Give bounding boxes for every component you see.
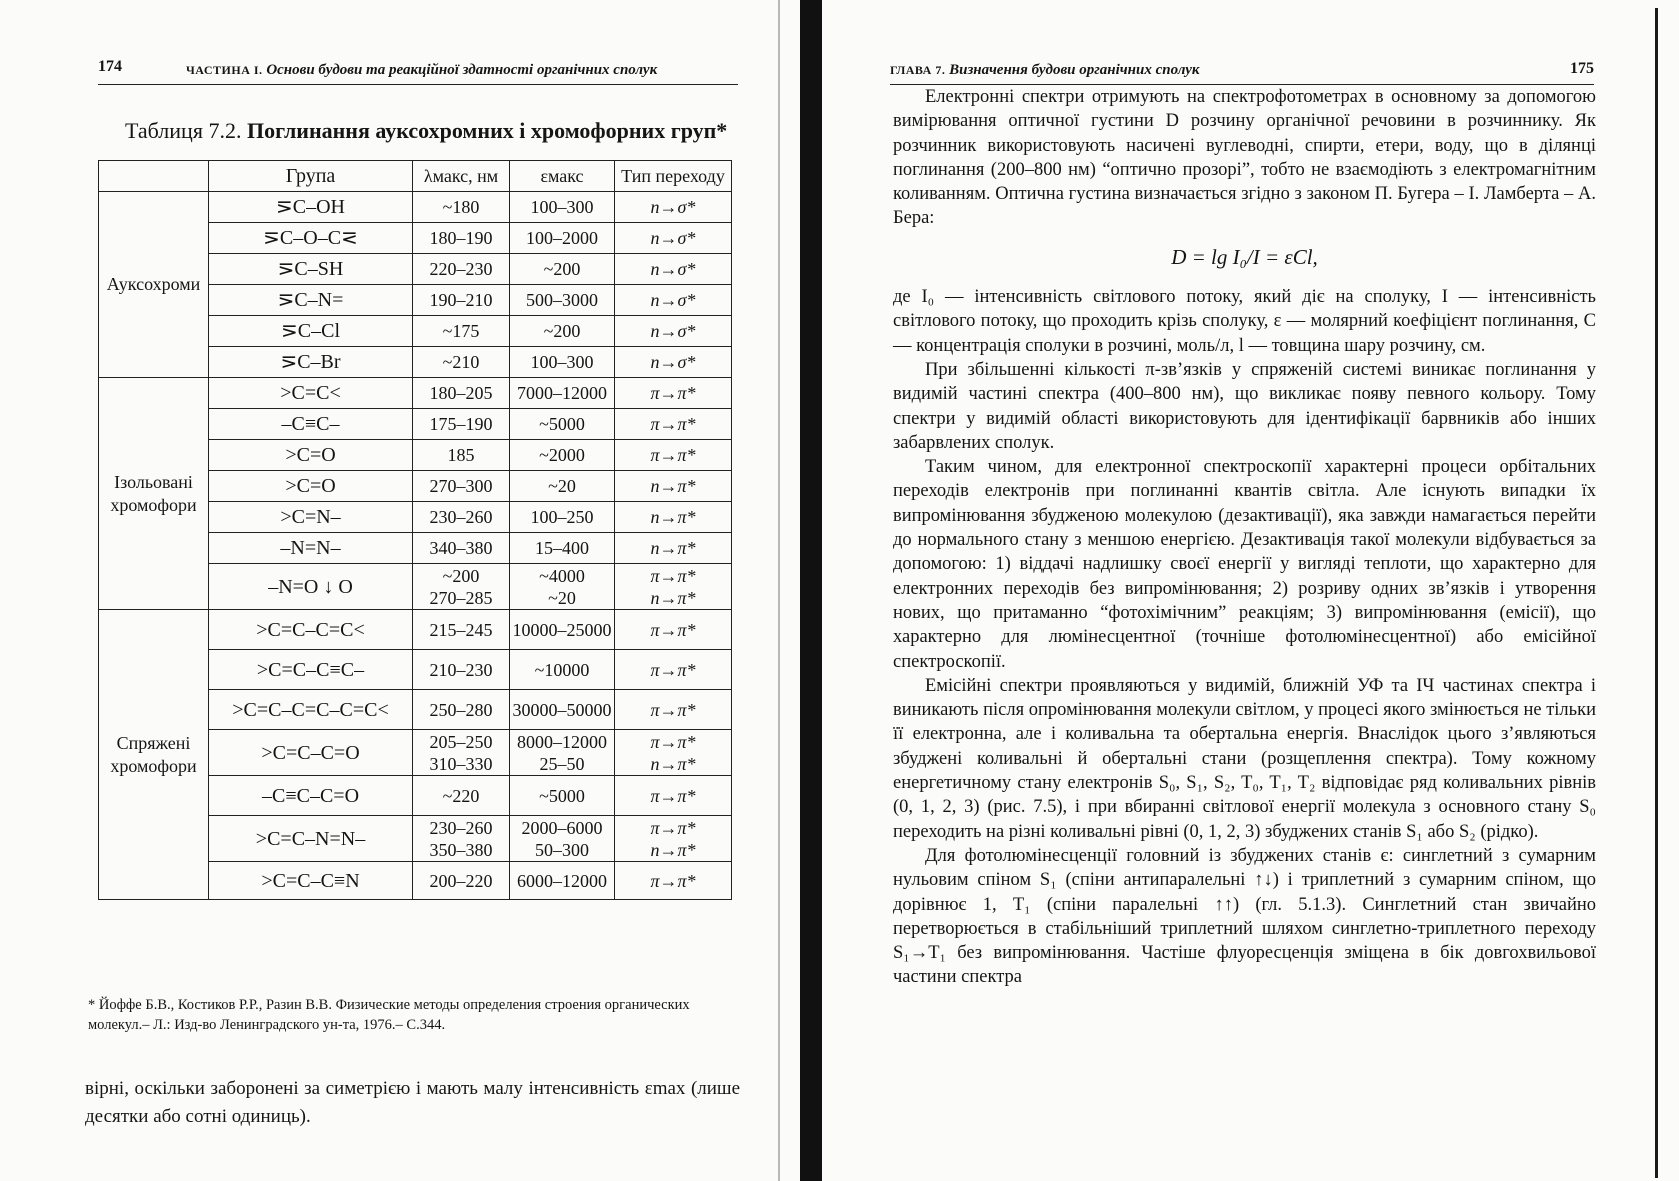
formula-cell: ⋝C–OH — [209, 192, 413, 223]
group-name-cell: Ауксохроми — [99, 192, 209, 378]
lambda-max-cell: 190–210 — [413, 285, 510, 316]
transition-type-cell: π→π* — [615, 409, 732, 440]
lambda-max-cell: 270–300 — [413, 471, 510, 502]
lambda-max-cell: 200–220 — [413, 862, 510, 900]
paragraph: Електронні спектри отримують на спектрофотометрах в основному за допомогою вимірювання оптичної густини D розчину органічної речовини в розчиннику. Як розчинник використовують насичені вуглеводні, спирти, етери, воду, що в ділянці поглинання (200–800 нм) “оптично прозорі”, тобто не взаємодіють з електромагнітним коливанням. Оптична густина визначається згідно з законом П. Бугера – І. Ламберта – А. Бера: — [893, 87, 1596, 229]
epsilon-max-cell: 15–400 — [510, 533, 615, 564]
formula-cell: –C≡C– — [209, 409, 413, 440]
formula-cell: –C≡C–C=O — [209, 776, 413, 816]
lambda-max-cell: 205–250 310–330 — [413, 730, 510, 776]
formula-cell: >C=C–C=C–C=C< — [209, 690, 413, 730]
footnote: * Йоффе Б.В., Костиков Р.Р., Разин В.В. Физические методы определения строения органических молекул.– Л.: Изд-во Ленинградского ун-та, 1976.– С.344. — [88, 997, 690, 1033]
epsilon-max-cell: ~200 — [510, 316, 615, 347]
transition-type-cell: π→π* — [615, 610, 732, 650]
left-page — [0, 0, 810, 1181]
epsilon-max-cell: 500–3000 — [510, 285, 615, 316]
table-row — [99, 192, 732, 223]
epsilon-max-cell: 100–300 — [510, 192, 615, 223]
paragraph: Для фотолюмінесценції головний із збуджених станів є: синглетний з сумарним нульовим спіном S₁ (спіни антипаралельні ↑↓) і триплетний з сумарним спіном, що дорівнює 1, T₁ (спіни паралельні ↑↑) (гл. 5.1.3). Синглетний стан звичайно перетворюється в стабільніший триплетний шляхом синглетно-триплетного переходу S₁→T₁ без випромінювання. Частіше флуоресценція зміщена в бік довгохвильової частини спектра — [893, 845, 1596, 988]
part-title: Основи будови та реакційної здатності органічних сполук — [266, 62, 658, 78]
table-row — [99, 610, 732, 650]
lambda-max-cell: 220–230 — [413, 254, 510, 285]
formula-cell: >C=C–C=C< — [209, 610, 413, 650]
formula-cell: ⋝C–O–C⋜ — [209, 223, 413, 254]
epsilon-max-cell: ~2000 — [510, 440, 615, 471]
page-number: 174 — [98, 58, 122, 75]
formula-cell: >C=C–C=O — [209, 730, 413, 776]
group-name-cell: Спряжені хромофори — [99, 610, 209, 900]
table-header-row — [99, 161, 732, 192]
lambda-max-cell: 210–230 — [413, 650, 510, 690]
table-number: Таблиця 7.2. — [125, 118, 242, 143]
lambda-max-cell: 230–260 350–380 — [413, 816, 510, 862]
formula-cell: >C=N– — [209, 502, 413, 533]
transition-type-cell: π→π* n→π* — [615, 816, 732, 862]
formula-cell: –N=N– — [209, 533, 413, 564]
formula-cell: ⋝C–Br — [209, 347, 413, 378]
transition-type-cell: n→σ* — [615, 347, 732, 378]
lambda-max-cell: 340–380 — [413, 533, 510, 564]
running-head-right — [890, 62, 1594, 85]
lambda-max-cell: 185 — [413, 440, 510, 471]
formula-cell: >C=O — [209, 440, 413, 471]
transition-type-cell: π→π* — [615, 690, 732, 730]
epsilon-max-cell: 7000–12000 — [510, 378, 615, 409]
absorption-table — [98, 160, 732, 900]
epsilon-max-cell: 6000–12000 — [510, 862, 615, 900]
column-header: λмакс, нм — [413, 161, 510, 192]
lambda-max-cell: 180–205 — [413, 378, 510, 409]
epsilon-max-cell: 100–300 — [510, 347, 615, 378]
part-label: ЧАСТИНА I. — [186, 63, 263, 77]
right-body-text — [893, 85, 1596, 990]
transition-type-cell: n→σ* — [615, 285, 732, 316]
paragraph: де I₀ — інтенсивність світлового потоку, який діє на сполуку, I — інтенсивність світлового потоку, що проходить крізь сполуку, ε — молярний коефіцієнт поглинання, C — концентрація сполуки в розчині, моль/л, l — товщина шару розчину, см. — [893, 287, 1596, 356]
epsilon-max-cell: ~5000 — [510, 776, 615, 816]
lambda-max-cell: 175–190 — [413, 409, 510, 440]
epsilon-max-cell: 2000–6000 50–300 — [510, 816, 615, 862]
table-title: Поглинання ауксохромних і хромофорних груп* — [246, 118, 728, 143]
formula-cell: >C=C–C≡C– — [209, 650, 413, 690]
epsilon-max-cell: 30000–50000 — [510, 690, 615, 730]
formula-cell: >C=O — [209, 471, 413, 502]
transition-type-cell: n→σ* — [615, 192, 732, 223]
epsilon-max-cell: ~200 — [510, 254, 615, 285]
transition-type-cell: n→σ* — [615, 223, 732, 254]
transition-type-cell: n→π* — [615, 471, 732, 502]
lambda-max-cell: ~210 — [413, 347, 510, 378]
lambda-max-cell: 230–260 — [413, 502, 510, 533]
formula-cell: ⋝C–SH — [209, 254, 413, 285]
lambda-max-cell: 215–245 — [413, 610, 510, 650]
beer-lambert-formula: D = lg I₀/I = εCl, — [1171, 244, 1318, 269]
formula-cell: –N=O ↓ O — [209, 564, 413, 610]
formula-cell: >C=C–C≡N — [209, 862, 413, 900]
group-name-cell: Ізольовані хромофори — [99, 378, 209, 610]
epsilon-max-cell: ~4000 ~20 — [510, 564, 615, 610]
transition-type-cell: π→π* n→π* — [615, 564, 732, 610]
formula-cell: ⋝C–Cl — [209, 316, 413, 347]
lambda-max-cell: ~180 — [413, 192, 510, 223]
transition-type-cell: π→π* — [615, 378, 732, 409]
formula-cell: >C=C–N=N– — [209, 816, 413, 862]
paragraph: Таким чином, для електронної спектроскопії характерні процеси орбітальних переходів електронів при поглинанні квантів світла. Але існують випадки їх випромінювання збудженою молекулою (дезактивації), яка завжди намагається перейти до нормального стану з меншою енергією. Дезактивація такої молекули відбувається за допомогою: 1) віддачі надлишку своєї енергії у вигляді теплоти, що характерно для електронних переходів без випромінювання; 2) розриву одних зв’язків і утворення нових, що притаманно “фотохімічним” реакціям; 3) випромінювання (емісії), що характерно для люмінесцентної (точніше фотолюмінесцентної) або емісійної спектроскопії. — [893, 457, 1596, 672]
lambda-max-cell: ~175 — [413, 316, 510, 347]
paragraph: Емісійні спектри проявляються у видимій, ближній УФ та ІЧ частинах спектра і виникають після опромінювання молекули світлом, у процесі якого змінюється не тільки її електронна, але і коливальна та обертальна енергія. Внаслідок цього з’являються збуджені коливальні й обертальні стани (розщеплення спектра). Тому кожному енергетичному стану електронів S₀, S₁, S₂, T₀, T₁, T₂ відповідає ряд коливальних рівнів (0, 1, 2, 3) (рис. 7.5), і при вбиранні світлової енергії молекула з основного стану S₀ переходить на різні коливальні рівні (0, 1, 2, 3) збуджених станів S₁ або S₂ (рідко). — [893, 675, 1596, 842]
transition-type-cell: n→σ* — [615, 316, 732, 347]
transition-type-cell: π→π* — [615, 862, 732, 900]
epsilon-max-cell: 8000–12000 25–50 — [510, 730, 615, 776]
transition-type-cell: π→π* n→π* — [615, 730, 732, 776]
paragraph: При збільшенні кількості π-зв’язків у спряженій системі виникає поглинання у видимій частині спектра (400–800 нм), що викликає появу певного кольору. Тому спектри у видимій області використовують для ідентифікації барвників або інших забарвлених сполук. — [893, 359, 1596, 453]
formula-cell: >C=C< — [209, 378, 413, 409]
group-header-empty — [99, 161, 209, 192]
lambda-max-cell: ~200 270–285 — [413, 564, 510, 610]
running-head-left — [98, 58, 738, 85]
transition-type-cell: π→π* — [615, 440, 732, 471]
table-row — [99, 378, 732, 409]
epsilon-max-cell: ~5000 — [510, 409, 615, 440]
transition-type-cell: n→π* — [615, 502, 732, 533]
column-header: Тип переходу — [615, 161, 732, 192]
transition-type-cell: π→π* — [615, 776, 732, 816]
page-number: 175 — [1570, 60, 1594, 77]
transition-type-cell: n→σ* — [615, 254, 732, 285]
lambda-max-cell: 180–190 — [413, 223, 510, 254]
epsilon-max-cell: 10000–25000 — [510, 610, 615, 650]
column-header: εмакс — [510, 161, 615, 192]
epsilon-max-cell: 100–250 — [510, 502, 615, 533]
transition-type-cell: π→π* — [615, 650, 732, 690]
lambda-max-cell: ~220 — [413, 776, 510, 816]
epsilon-max-cell: 100–2000 — [510, 223, 615, 254]
table-caption — [125, 118, 727, 144]
chapter-label: ГЛАВА 7. — [890, 63, 946, 77]
formula-cell: ⋝C–N= — [209, 285, 413, 316]
lambda-max-cell: 250–280 — [413, 690, 510, 730]
epsilon-max-cell: ~20 — [510, 471, 615, 502]
body-text: вірні, оскільки заборонені за симетрією і мають малу інтенсивність εmax (лише десятки або сотні одиниць). — [85, 1078, 740, 1127]
column-header: Група — [209, 161, 413, 192]
transition-type-cell: n→π* — [615, 533, 732, 564]
chapter-title: Визначення будови органічних сполук — [949, 62, 1200, 78]
epsilon-max-cell: ~10000 — [510, 650, 615, 690]
